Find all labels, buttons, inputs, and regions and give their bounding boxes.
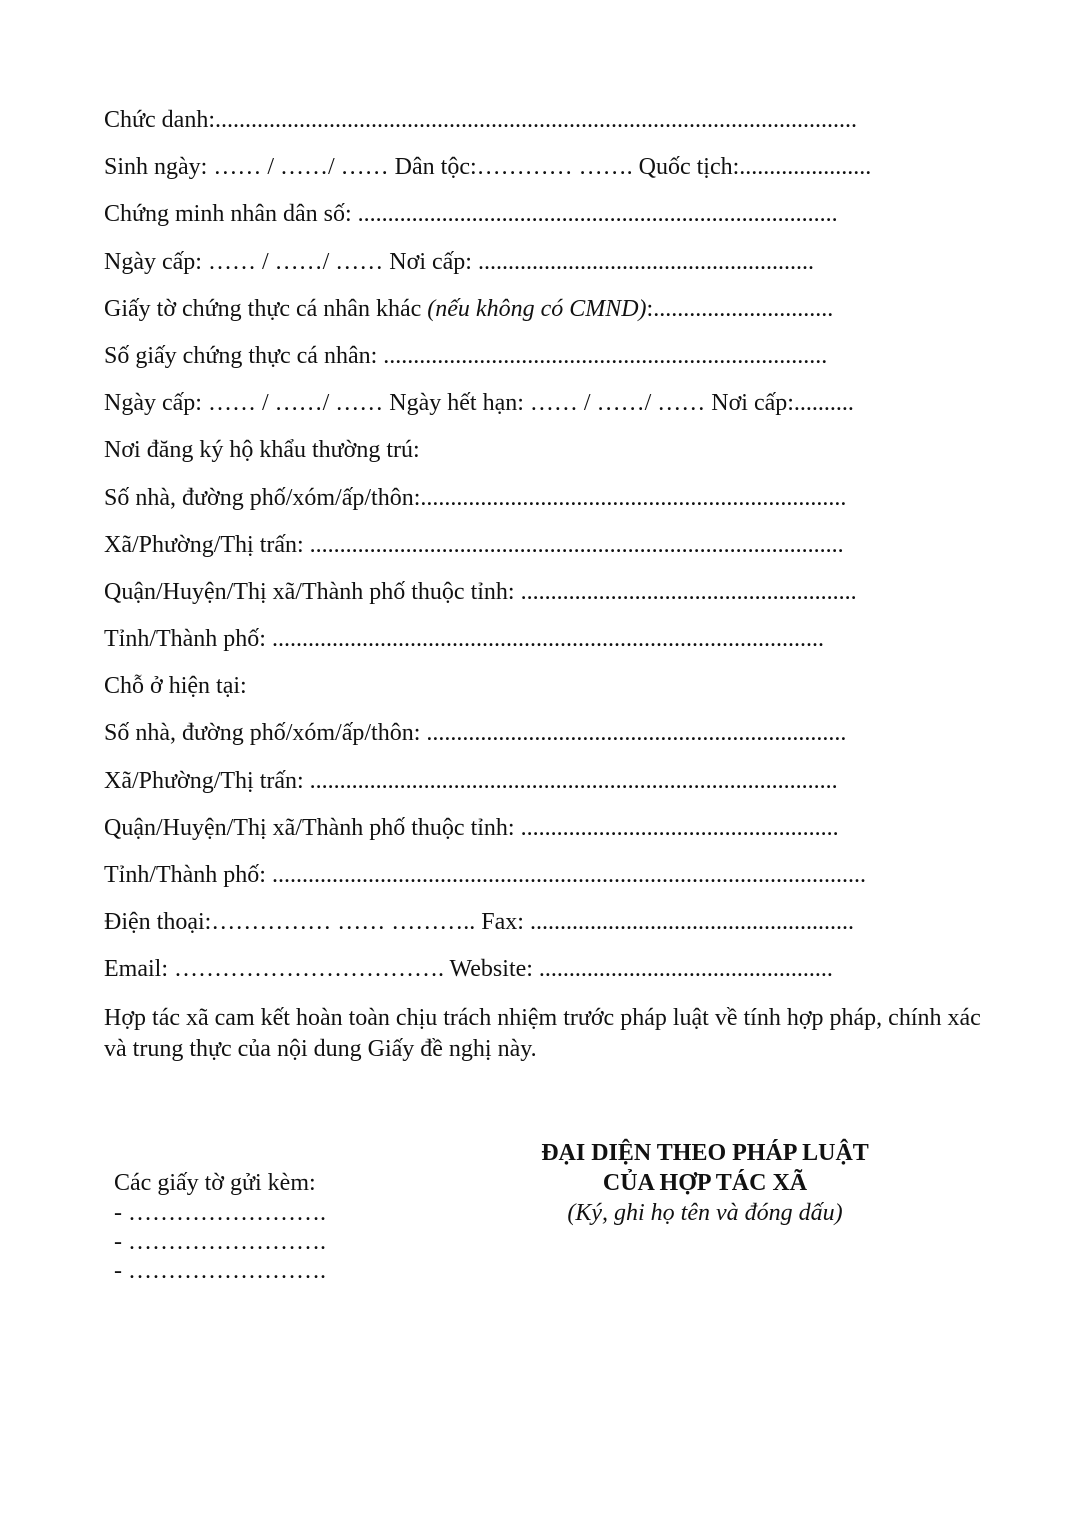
field-id-issue: Ngày cấp: …… / ……/ …… Nơi cấp: ........................................................: [104, 248, 814, 275]
section-current-residence: Chỗ ở hiện tại:: [104, 673, 247, 700]
attachment-item: - …………………….: [114, 1200, 326, 1226]
field-other-id-document: [104, 291, 984, 338]
field-current-district: Quận/Huyện/Thị xã/Thành phố thuộc tỉnh: .....................................................: [104, 814, 839, 841]
signature-note: (Ký, ghi họ tên và đóng dấu): [567, 1200, 843, 1226]
commitment-paragraph: Hợp tác xã cam kết hoàn toàn chịu trách nhiệm trước pháp luật về tính hợp pháp, chính xác và trung thực của nội dung Giấy đề nghị này.: [104, 1005, 981, 1062]
signature-title-line1: ĐẠI DIỆN THEO PHÁP LUẬT: [541, 1140, 869, 1166]
field-personal-id-issue-expiry: Ngày cấp: …… / ……/ …… Ngày hết hạn: …… / ……/ …… Nơi cấp:..........: [104, 390, 854, 417]
form-fields: [104, 102, 984, 999]
signature-block: [500, 1138, 910, 1228]
attachment-item: - …………………….: [114, 1258, 326, 1284]
field-personal-id-number: Số giấy chứng thực cá nhân: ..........................................................................: [104, 342, 828, 369]
field-email-website: Email: ……………………………. Website: .................................................: [104, 956, 833, 983]
signature-title-line2: CỦA HỢP TÁC XÃ: [602, 1170, 808, 1196]
field-current-ward: Xã/Phường/Thị trấn: ........................................................................................: [104, 767, 838, 794]
field-id-number: Chứng minh nhân dân số: ................................................................................: [104, 201, 838, 228]
attachments-list: [114, 1167, 454, 1286]
attachment-item: - …………………….: [114, 1229, 326, 1255]
field-phone-fax: Điện thoại:…………… …… ……….. Fax: ......................................................: [104, 909, 854, 936]
field-current-province: Tỉnh/Thành phố: ...................................................................................................: [104, 862, 866, 888]
field-permanent-street: Số nhà, đường phố/xóm/ấp/thôn:.......................................................................: [104, 484, 847, 511]
field-permanent-ward: Xã/Phường/Thị trấn: .........................................................................................: [104, 531, 844, 558]
field-permanent-district: Quận/Huyện/Thị xã/Thành phố thuộc tỉnh: ........................................................: [104, 578, 857, 605]
other-id-note: (nếu không có CMND): [427, 295, 647, 322]
field-job-title: Chức danh:...........................................................................................................: [104, 107, 857, 133]
section-permanent-residence: Nơi đăng ký hộ khẩu thường trú:: [104, 437, 420, 464]
other-id-dots: :..............................: [646, 295, 834, 322]
field-permanent-province: Tỉnh/Thành phố: ............................................................................................: [104, 626, 824, 653]
field-current-street: Số nhà, đường phố/xóm/ấp/thôn: ......................................................................: [104, 720, 847, 747]
field-birth-ethnicity-nationality: Sinh ngày: …… / ……/ …… Dân tộc:………… ……. Quốc tịch:......................: [104, 154, 872, 181]
other-id-label: Giấy tờ chứng thực cá nhân khác: [104, 295, 428, 322]
attachments-label: Các giấy tờ gửi kèm:: [114, 1170, 316, 1196]
